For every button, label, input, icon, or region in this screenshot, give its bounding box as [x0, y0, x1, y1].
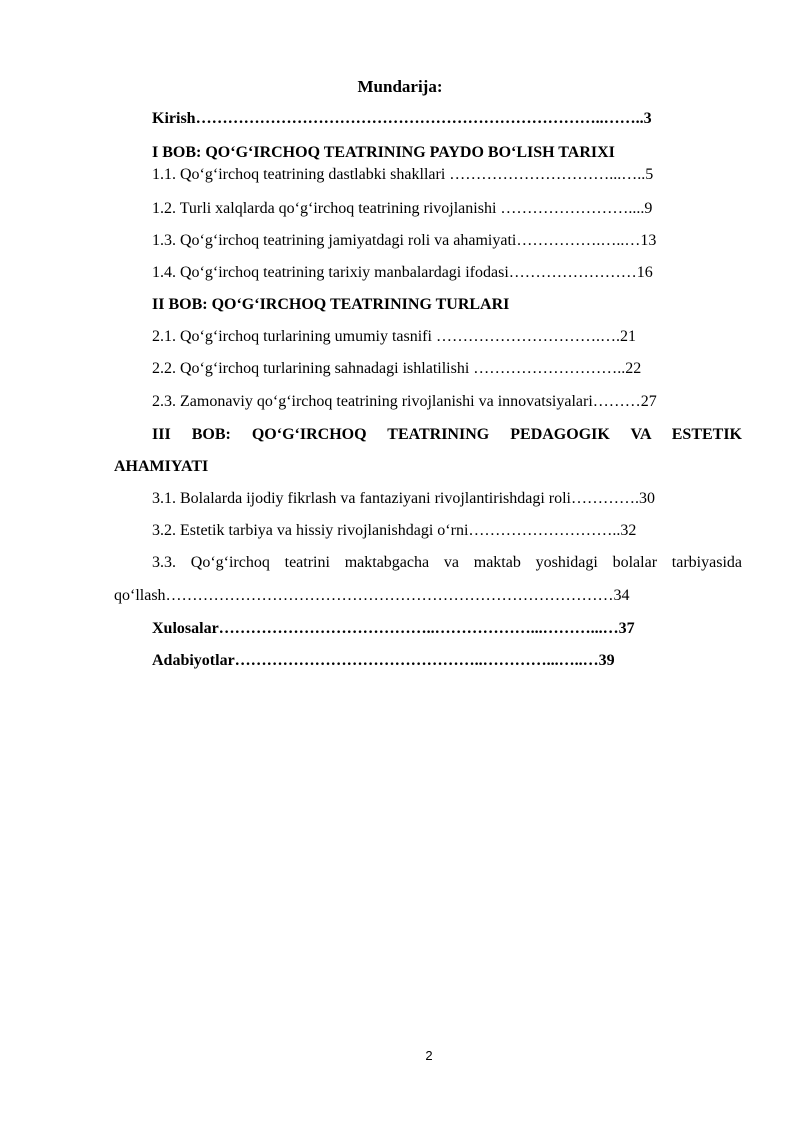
toc-entry-2-1[interactable]: 2.1. Qo‘g‘irchoq turlarining umumiy tasnifi ………………………….….21	[152, 328, 636, 345]
toc-entry-2-3[interactable]: 2.3. Zamonaviy qo‘g‘irchoq teatrining rivojlanishi va innovatsiyalari………27	[152, 393, 657, 410]
toc-entry-1-2[interactable]: 1.2. Turli xalqlarda qo‘g‘irchoq teatrining rivojlanishi ……………………....9	[152, 200, 653, 217]
toc-entry-intro[interactable]: Kirish…………………………………………………………………..……..3	[152, 110, 652, 127]
page-number: 2	[425, 1048, 433, 1063]
toc-entry-1-4[interactable]: 1.4. Qo‘g‘irchoq teatrining tarixiy manbalardagi ifodasi……………………16	[152, 264, 653, 281]
toc-entry-3-3[interactable]: 3.3. Qo‘g‘irchoq teatrini maktabgacha va maktab yoshidagi bolalar tarbiyasida	[152, 554, 742, 571]
toc-entry-3-3-cont[interactable]: qo‘llash…………………………………………………………………………34	[114, 587, 630, 604]
toc-entry-2-2[interactable]: 2.2. Qo‘g‘irchoq turlarining sahnadagi ishlatilishi ………………………..22	[152, 360, 642, 377]
toc-chapter-1-title[interactable]: I BOB: QO‘G‘IRCHOQ TEATRINING PAYDO BO‘LISH TARIXI	[152, 144, 615, 161]
toc-entry-1-1[interactable]: 1.1. Qo‘g‘irchoq teatrining dastlabki shakllari …………………………...…..5	[152, 166, 654, 183]
toc-entry-3-1[interactable]: 3.1. Bolalarda ijodiy fikrlash va fantaziyani rivojlantirishdagi roli………….30	[152, 490, 655, 507]
page-title: Mundarija:	[357, 77, 443, 96]
toc-entry-1-3[interactable]: 1.3. Qo‘g‘irchoq teatrining jamiyatdagi roli va ahamiyati…………….…..…13	[152, 232, 657, 249]
toc-chapter-3-title[interactable]: III BOB: QO‘G‘IRCHOQ TEATRINING PEDAGOGIK VA ESTETIK	[152, 426, 742, 443]
toc-chapter-3-title-cont[interactable]: AHAMIYATI	[114, 458, 209, 475]
toc-entry-references[interactable]: Adabiyotlar………………………………………..…………...…..…39	[152, 652, 615, 669]
toc-entry-3-2[interactable]: 3.2. Estetik tarbiya va hissiy rivojlanishdagi o‘rni………………………..32	[152, 522, 637, 539]
toc-chapter-2-title[interactable]: II BOB: QO‘G‘IRCHOQ TEATRINING TURLARI	[152, 296, 510, 313]
toc-entry-conclusions[interactable]: Xulosalar…………………………………..………………...………...…37	[152, 620, 635, 637]
